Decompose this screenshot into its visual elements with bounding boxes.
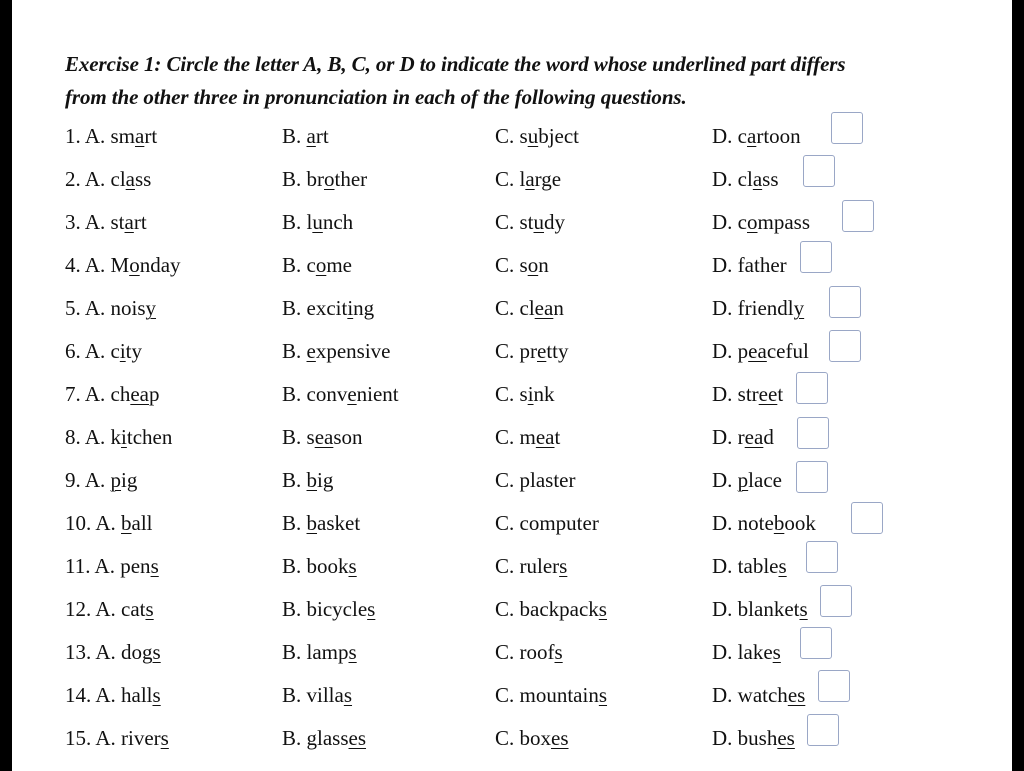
option-text: 5. A. nois: [65, 296, 146, 320]
option-d[interactable]: [712, 597, 808, 622]
option-text: p: [148, 382, 160, 406]
option-d[interactable]: [712, 511, 816, 536]
question-row: [65, 503, 965, 546]
underlined-part: a: [752, 167, 763, 191]
answer-checkbox[interactable]: [842, 200, 874, 232]
option-text: 7. A. ch: [65, 382, 131, 406]
option-b[interactable]: [282, 382, 399, 407]
option-text: son: [333, 425, 363, 449]
option-text: t: [777, 382, 784, 406]
option-text: B. excit: [282, 296, 348, 320]
option-d[interactable]: [712, 468, 782, 493]
option-text: rtoon: [756, 124, 801, 148]
option-b[interactable]: [282, 683, 352, 708]
option-text: 6. A. c: [65, 339, 120, 363]
option-c[interactable]: [495, 554, 567, 579]
option-text: C. m: [495, 425, 536, 449]
option-a[interactable]: [65, 554, 159, 579]
option-a[interactable]: [65, 339, 142, 364]
underlined-part: u: [312, 210, 323, 234]
answer-checkbox[interactable]: [829, 286, 861, 318]
answer-checkbox[interactable]: [797, 417, 829, 449]
option-text: B. br: [282, 167, 324, 191]
option-d[interactable]: [712, 382, 783, 407]
underlined-part: i: [119, 339, 126, 363]
underlined-part: p: [110, 468, 122, 492]
underlined-part: ea: [535, 425, 555, 449]
option-text: 10. A.: [65, 511, 122, 535]
answer-checkbox[interactable]: [829, 330, 861, 362]
underlined-part: e: [537, 339, 547, 363]
option-a[interactable]: [65, 382, 159, 407]
option-a[interactable]: [65, 511, 153, 536]
answer-checkbox[interactable]: [831, 112, 863, 144]
option-c[interactable]: [495, 253, 549, 278]
underlined-part: ee: [758, 382, 778, 406]
option-c[interactable]: [495, 124, 579, 149]
underlined-part: b: [306, 468, 318, 492]
option-text: C. computer: [495, 511, 599, 535]
option-c[interactable]: [495, 339, 569, 364]
option-text: C. mountain: [495, 683, 599, 707]
option-b[interactable]: [282, 124, 329, 149]
option-text: B. bicycle: [282, 597, 368, 621]
option-text: C. s: [495, 382, 528, 406]
option-text: B. glass: [282, 726, 349, 750]
option-text: rt: [133, 210, 147, 234]
option-text: ss: [762, 167, 779, 191]
underlined-part: s: [772, 640, 781, 664]
option-text: B. c: [282, 253, 316, 277]
underlined-part: s: [348, 554, 357, 578]
underlined-part: s: [598, 597, 607, 621]
option-d[interactable]: [712, 253, 787, 278]
option-text: B. l: [282, 210, 313, 234]
underlined-part: s: [348, 640, 357, 664]
underlined-part: s: [145, 597, 154, 621]
underlined-part: ea: [534, 296, 554, 320]
option-text: D. c: [712, 124, 747, 148]
option-text: D. note: [712, 511, 774, 535]
option-a[interactable]: [65, 640, 161, 665]
option-a[interactable]: [65, 468, 137, 493]
underlined-part: y: [793, 296, 805, 320]
option-text: C. cl: [495, 296, 535, 320]
option-text: rt: [315, 124, 329, 148]
option-text: tchen: [126, 425, 173, 449]
option-d[interactable]: [712, 640, 781, 665]
option-b[interactable]: [282, 468, 333, 493]
option-text: nday: [139, 253, 181, 277]
option-b[interactable]: [282, 597, 375, 622]
option-text: 3. A. st: [65, 210, 125, 234]
answer-checkbox[interactable]: [807, 714, 839, 746]
exercise-instruction: [65, 48, 995, 114]
question-row: [65, 116, 965, 159]
option-text: ceful: [766, 339, 809, 363]
option-d[interactable]: [712, 425, 774, 450]
option-text: ng: [353, 296, 375, 320]
underlined-part: s: [367, 597, 376, 621]
option-c[interactable]: [495, 167, 561, 192]
answer-checkbox[interactable]: [806, 541, 838, 573]
underlined-part: b: [306, 511, 318, 535]
option-text: ig: [317, 468, 334, 492]
option-d[interactable]: [712, 167, 779, 192]
option-text: n: [553, 296, 564, 320]
option-text: tty: [546, 339, 569, 363]
option-a[interactable]: [65, 253, 181, 278]
option-text: 11. A. pen: [65, 554, 151, 578]
option-text: B. s: [282, 425, 315, 449]
option-text: all: [131, 511, 153, 535]
option-text: d: [763, 425, 774, 449]
underlined-part: b: [773, 511, 785, 535]
answer-checkbox[interactable]: [803, 155, 835, 187]
answer-checkbox[interactable]: [800, 627, 832, 659]
option-a[interactable]: [65, 425, 172, 450]
option-text: n: [538, 253, 549, 277]
answer-checkbox[interactable]: [851, 502, 883, 534]
option-a[interactable]: [65, 124, 157, 149]
option-d[interactable]: [712, 554, 787, 579]
option-b[interactable]: [282, 640, 357, 665]
underlined-part: ea: [748, 339, 767, 363]
option-c[interactable]: [495, 726, 569, 751]
option-text: B.: [282, 511, 307, 535]
option-c[interactable]: [495, 511, 599, 536]
option-d[interactable]: [712, 683, 805, 708]
question-row: [65, 417, 965, 460]
underlined-part: p: [737, 468, 749, 492]
option-text: me: [326, 253, 352, 277]
option-text: B. lamp: [282, 640, 349, 664]
option-text: C. plaster: [495, 468, 576, 492]
option-text: D. r: [712, 425, 745, 449]
option-text: B. book: [282, 554, 349, 578]
underlined-part: es: [787, 683, 806, 707]
option-b[interactable]: [282, 210, 353, 235]
underlined-part: s: [150, 554, 159, 578]
question-row: [65, 374, 965, 417]
option-text: ig: [121, 468, 138, 492]
underlined-part: a: [306, 124, 316, 148]
option-d[interactable]: [712, 210, 810, 235]
worksheet-page: [12, 0, 1012, 771]
option-a[interactable]: [65, 296, 156, 321]
option-text: nch: [322, 210, 354, 234]
underlined-part: o: [324, 167, 335, 191]
option-b[interactable]: [282, 167, 367, 192]
option-text: ty: [125, 339, 143, 363]
underlined-part: e: [347, 382, 357, 406]
option-b[interactable]: [282, 425, 363, 450]
option-b[interactable]: [282, 296, 374, 321]
option-b[interactable]: [282, 253, 352, 278]
option-d[interactable]: [712, 124, 801, 149]
underlined-part: i: [121, 425, 127, 449]
option-text: lace: [748, 468, 782, 492]
option-text: C. st: [495, 210, 534, 234]
option-text: C. s: [495, 253, 528, 277]
option-c[interactable]: [495, 597, 607, 622]
underlined-part: a: [525, 167, 535, 191]
option-a[interactable]: [65, 597, 154, 622]
option-text: D. cl: [712, 167, 753, 191]
option-b[interactable]: [282, 554, 357, 579]
question-list: [65, 116, 965, 761]
option-c[interactable]: [495, 425, 560, 450]
option-text: D. friendl: [712, 296, 794, 320]
underlined-part: a: [124, 210, 134, 234]
underlined-part: ea: [744, 425, 764, 449]
option-b[interactable]: [282, 339, 391, 364]
underlined-part: a: [747, 124, 757, 148]
question-row: [65, 202, 965, 245]
option-text: C. roof: [495, 640, 555, 664]
option-text: nient: [356, 382, 399, 406]
answer-checkbox[interactable]: [800, 241, 832, 273]
option-text: C. ruler: [495, 554, 560, 578]
option-text: rge: [534, 167, 562, 191]
option-text: rt: [144, 124, 158, 148]
option-text: D. blanket: [712, 597, 800, 621]
option-a[interactable]: [65, 167, 151, 192]
option-text: bject: [538, 124, 579, 148]
option-text: C. backpack: [495, 597, 599, 621]
underlined-part: s: [778, 554, 787, 578]
question-row: [65, 460, 965, 503]
underlined-part: s: [343, 683, 353, 707]
option-d[interactable]: [712, 726, 795, 751]
underlined-part: s: [152, 640, 161, 664]
option-text: B.: [282, 468, 307, 492]
underlined-part: es: [777, 726, 795, 750]
option-text: D.: [712, 468, 738, 492]
option-text: C. l: [495, 167, 526, 191]
underlined-part: i: [527, 382, 534, 406]
option-text: dy: [544, 210, 566, 234]
option-text: 9. A.: [65, 468, 111, 492]
option-text: C. s: [495, 124, 528, 148]
underlined-part: o: [129, 253, 140, 277]
underlined-part: es: [348, 726, 367, 750]
option-text: ook: [784, 511, 816, 535]
option-text: D. watch: [712, 683, 788, 707]
option-text: 15. A. river: [65, 726, 161, 750]
option-b[interactable]: [282, 726, 366, 751]
option-text: C. box: [495, 726, 552, 750]
answer-checkbox[interactable]: [796, 372, 828, 404]
underlined-part: e: [306, 339, 316, 363]
underlined-part: o: [315, 253, 327, 277]
option-c[interactable]: [495, 296, 564, 321]
option-text: 4. A. M: [65, 253, 130, 277]
answer-checkbox[interactable]: [820, 585, 852, 617]
option-a[interactable]: [65, 210, 147, 235]
underlined-part: a: [135, 124, 145, 148]
option-text: 8. A. k: [65, 425, 122, 449]
option-text: B. villa: [282, 683, 344, 707]
option-text: C. pr: [495, 339, 537, 363]
option-text: B.: [282, 124, 307, 148]
underlined-part: s: [554, 640, 563, 664]
option-b[interactable]: [282, 511, 360, 536]
instruction-line-1: Exercise 1: Circle the letter A, B, C, or D to indicate the word whose underlined part differs: [65, 52, 846, 76]
option-text: mpass: [757, 210, 810, 234]
underlined-part: es: [551, 726, 569, 750]
answer-checkbox[interactable]: [796, 461, 828, 493]
underlined-part: s: [799, 597, 808, 621]
underlined-part: a: [125, 167, 135, 191]
option-text: D. bush: [712, 726, 778, 750]
underlined-part: s: [160, 726, 169, 750]
underlined-part: ea: [314, 425, 334, 449]
option-c[interactable]: [495, 382, 555, 407]
option-text: 13. A. dog: [65, 640, 153, 664]
option-text: D. father: [712, 253, 787, 277]
underlined-part: u: [533, 210, 545, 234]
option-c[interactable]: [495, 210, 565, 235]
option-d[interactable]: [712, 296, 804, 321]
underlined-part: s: [598, 683, 608, 707]
underlined-part: y: [145, 296, 157, 320]
underlined-part: ea: [130, 382, 149, 406]
answer-checkbox[interactable]: [818, 670, 850, 702]
option-a[interactable]: [65, 683, 161, 708]
option-text: asket: [317, 511, 361, 535]
option-text: t: [554, 425, 561, 449]
underlined-part: o: [747, 210, 758, 234]
option-text: D. lake: [712, 640, 773, 664]
option-text: 12. A. cat: [65, 597, 146, 621]
option-text: ther: [334, 167, 368, 191]
underlined-part: s: [152, 683, 161, 707]
option-text: 2. A. cl: [65, 167, 126, 191]
underlined-part: s: [559, 554, 568, 578]
underlined-part: o: [527, 253, 539, 277]
instruction-line-2: from the other three in pronunciation in each of the following questions.: [65, 85, 687, 109]
option-text: 1. A. sm: [65, 124, 136, 148]
option-c[interactable]: [495, 468, 575, 493]
option-text: D. p: [712, 339, 749, 363]
underlined-part: i: [347, 296, 354, 320]
option-text: nk: [533, 382, 555, 406]
option-text: D. c: [712, 210, 747, 234]
option-text: B. conv: [282, 382, 348, 406]
underlined-part: b: [121, 511, 132, 535]
option-text: D. table: [712, 554, 779, 578]
option-text: D. str: [712, 382, 759, 406]
option-text: xpensive: [315, 339, 391, 363]
option-text: 14. A. hall: [65, 683, 153, 707]
option-text: B.: [282, 339, 307, 363]
option-a[interactable]: [65, 726, 169, 751]
option-c[interactable]: [495, 640, 563, 665]
option-text: ss: [135, 167, 152, 191]
option-c[interactable]: [495, 683, 607, 708]
option-d[interactable]: [712, 339, 809, 364]
underlined-part: u: [527, 124, 539, 148]
